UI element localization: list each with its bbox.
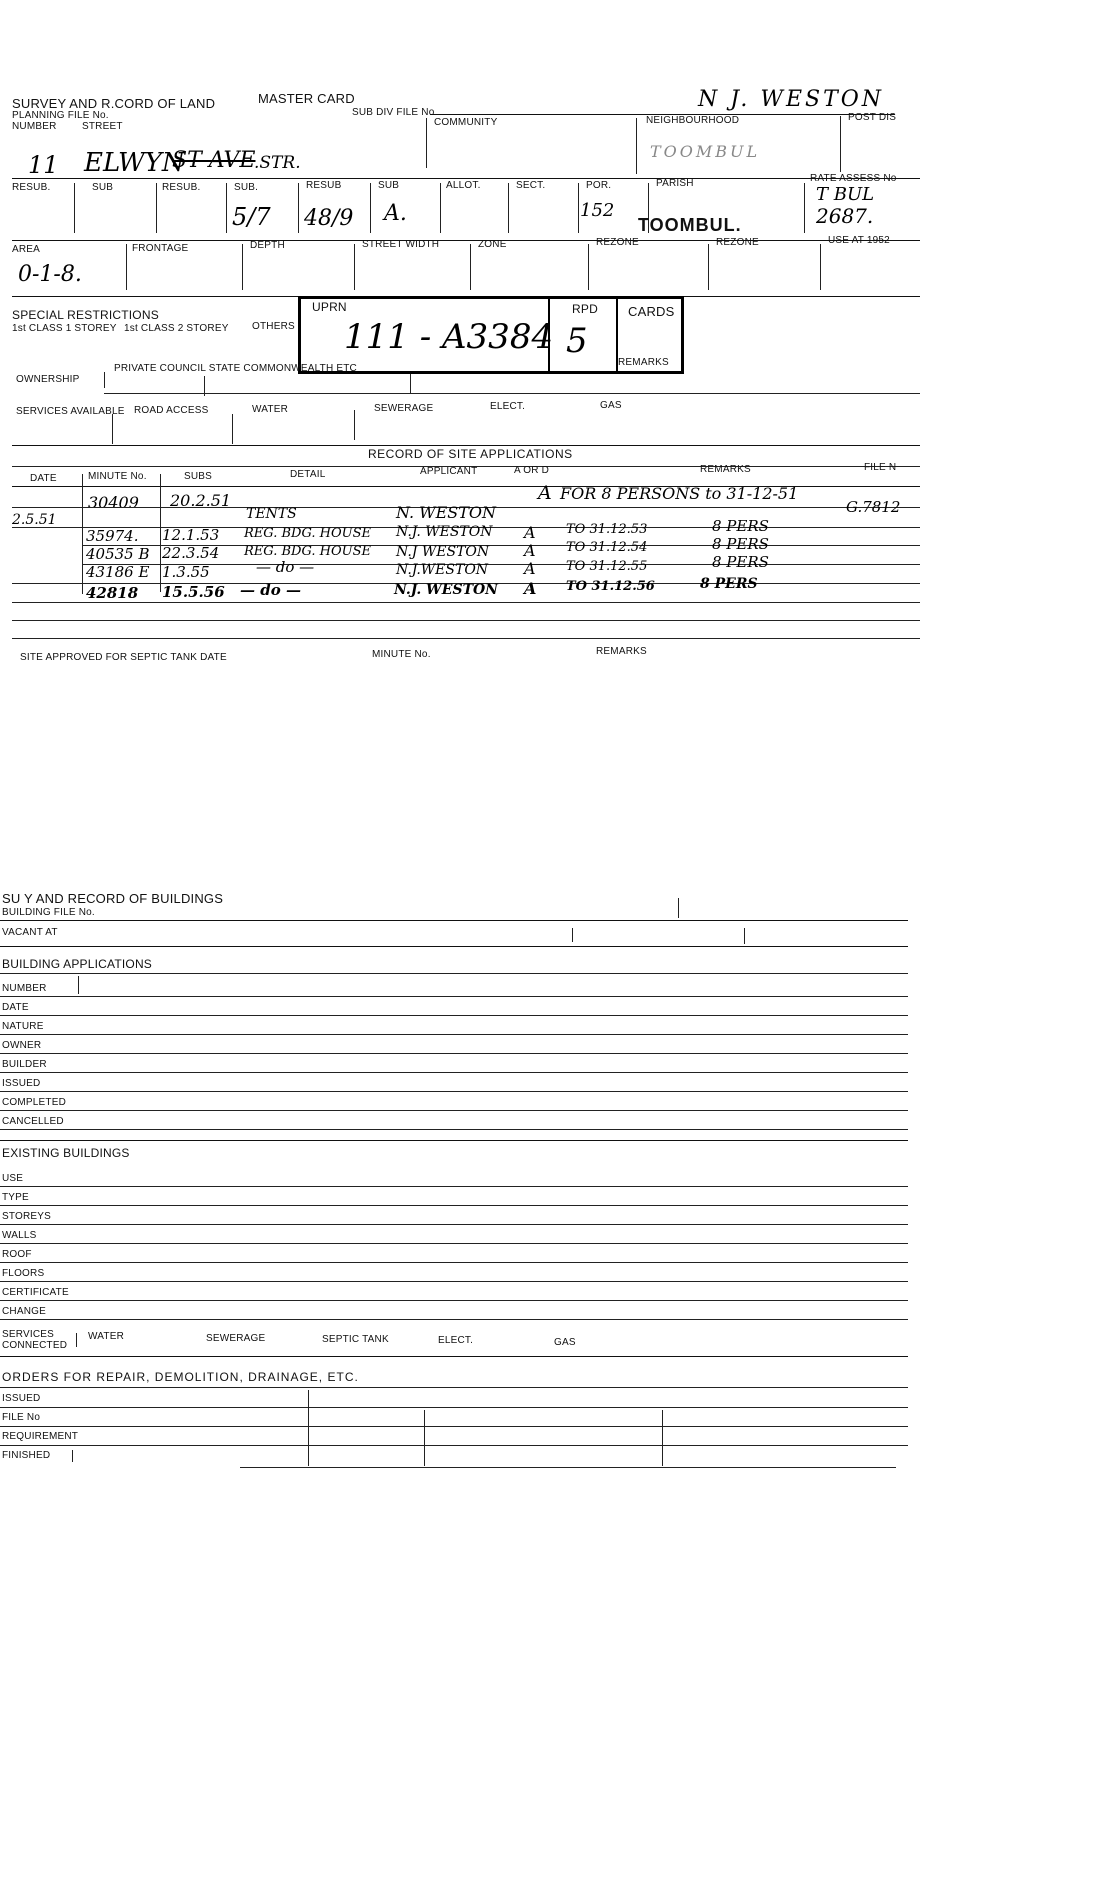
resub-value: 48/9: [304, 206, 354, 231]
rule: [0, 1072, 908, 1073]
divider: [636, 118, 637, 174]
app-row-number: NUMBER: [2, 983, 47, 994]
col-detail: DETAIL: [290, 469, 326, 480]
rule: [12, 602, 920, 603]
col-aord: A OR D: [514, 465, 550, 476]
col-applicant: APPLICANT: [420, 466, 478, 477]
resub3-label: RESUB: [306, 180, 342, 191]
rule: [0, 1015, 908, 1016]
row2-date: 2.5.51: [12, 512, 57, 528]
rule: [0, 1281, 908, 1282]
elect-label: ELECT.: [490, 401, 526, 412]
divider: [508, 183, 509, 233]
resub2-label: RESUB.: [162, 182, 201, 193]
row3-subs: 12.1.53: [162, 526, 220, 544]
gas-label: GAS: [600, 400, 622, 411]
sub-value: 5/7: [232, 203, 271, 231]
sub-letter-value: A.: [384, 201, 407, 226]
divider: [820, 244, 821, 290]
col-date: DATE: [30, 473, 57, 484]
row1-remarks: FOR 8 PERSONS to 31-12-51: [560, 484, 799, 503]
row6-file: 8 PERS: [700, 576, 758, 592]
services-connected-label-1: SERVICES: [2, 1329, 54, 1340]
rate-assess-value-1: T BUL: [816, 184, 875, 205]
class2-label: 1st CLASS 2 STOREY: [124, 323, 229, 334]
neighbourhood-value: TOOMBUL: [650, 142, 761, 161]
svc-water: WATER: [88, 1331, 124, 1342]
row5-minute: 43186 E: [86, 563, 150, 581]
community-label: COMMUNITY: [434, 117, 498, 128]
rule: [0, 1140, 908, 1141]
divider: [424, 1410, 425, 1466]
ex-row-roof: ROOF: [2, 1249, 32, 1260]
rule: [104, 393, 920, 394]
order-row-requirement: REQUIREMENT: [2, 1431, 79, 1442]
sub-label: SUB: [92, 182, 114, 193]
row1-subs: 20.2.51: [170, 491, 232, 510]
existing-buildings-title: EXISTING BUILDINGS: [2, 1146, 130, 1160]
divider: [426, 118, 427, 168]
row6-subs: 15.5.56: [162, 583, 225, 601]
rule: [0, 1091, 908, 1092]
street-value: ELWYN: [84, 148, 185, 178]
svc-sewerage: SEWERAGE: [206, 1333, 266, 1344]
owner-handwritten: N J. WESTON: [698, 87, 885, 112]
frontage-label: FRONTAGE: [132, 243, 189, 254]
row5-aord: A: [524, 559, 536, 578]
divider: [370, 183, 371, 233]
rule: [0, 1407, 908, 1408]
app-row-cancelled: CANCELLED: [2, 1116, 64, 1127]
parish-label: PARISH: [656, 178, 694, 189]
others-label: OTHERS: [252, 321, 295, 332]
divider: [588, 244, 589, 290]
row3-minute: 35974.: [86, 527, 139, 545]
divider: [298, 183, 299, 233]
row6-aord: A: [524, 579, 537, 598]
rule: [0, 1262, 908, 1263]
divider: [840, 116, 841, 172]
use-at-label: USE AT 1952: [828, 235, 890, 246]
rule: [12, 620, 920, 621]
zone-label: ZONE: [478, 239, 507, 250]
order-row-issued: ISSUED: [2, 1393, 41, 1404]
rule: [0, 920, 908, 921]
divider: [744, 928, 745, 944]
col-minute: MINUTE No.: [88, 471, 147, 482]
rate-assess-label: RATE ASSESS No: [810, 173, 897, 184]
site-applications-title: RECORD OF SITE APPLICATIONS: [368, 447, 573, 461]
uprn-value: 111 - A3384: [344, 317, 554, 357]
row6-detail: — do —: [240, 581, 301, 599]
col-remarks: REMARKS: [700, 464, 751, 475]
row5-applicant: N.J.WESTON: [396, 562, 489, 578]
svc-gas: GAS: [554, 1337, 576, 1348]
row4-minute: 40535 B: [86, 545, 150, 563]
rpd-label: RPD: [572, 302, 598, 316]
divider: [678, 898, 679, 918]
divider: [104, 372, 105, 388]
sect-label: SECT.: [516, 180, 546, 191]
divider: [160, 474, 161, 592]
col-file: FILE N: [864, 462, 897, 473]
sub-div-file-label: SUB DIV FILE No: [352, 107, 435, 118]
rezone-label: REZONE: [596, 237, 639, 248]
divider: [72, 1450, 73, 1462]
number-value: 11: [28, 151, 59, 179]
row1-aord: A: [538, 482, 552, 504]
rule: [12, 638, 920, 639]
building-file-label: BUILDING FILE No.: [2, 907, 95, 918]
minute-no-label: MINUTE No.: [372, 649, 431, 660]
divider: [410, 374, 411, 394]
divider: [226, 183, 227, 233]
sewerage-label: SEWERAGE: [374, 403, 434, 414]
sub2-label: SUB.: [234, 182, 259, 193]
row2-file: G.7812: [846, 498, 901, 516]
row5-remarks: TO 31.12.55: [566, 559, 648, 574]
row4-subs: 22.3.54: [162, 544, 220, 562]
row3-remarks: TO 31.12.53: [566, 522, 648, 537]
uprn-remarks-label: REMARKS: [618, 357, 669, 368]
row1-minute: 30409: [88, 493, 139, 512]
svc-septic: SEPTIC TANK: [322, 1334, 389, 1345]
number-label: NUMBER: [12, 121, 57, 132]
water-label: WATER: [252, 404, 288, 415]
divider: [470, 244, 471, 290]
land-card-title: SURVEY AND R.CORD OF LAND: [12, 96, 216, 111]
app-row-builder: BUILDER: [2, 1059, 47, 1070]
ex-row-walls: WALLS: [2, 1230, 37, 1241]
resub-label: RESUB.: [12, 182, 51, 193]
parish-value: TOOMBUL.: [638, 215, 742, 235]
divider: [662, 1410, 663, 1466]
row3-aord: A: [524, 523, 536, 542]
street-label: STREET: [82, 121, 123, 132]
divider: [440, 183, 441, 233]
ex-row-floors: FLOORS: [2, 1268, 45, 1279]
row2-applicant: N. WESTON: [396, 503, 497, 522]
app-row-nature: NATURE: [2, 1021, 44, 1032]
ex-row-storeys: STOREYS: [2, 1211, 52, 1222]
services-connected-label-2: CONNECTED: [2, 1340, 68, 1351]
rule: [12, 445, 920, 446]
por-label: POR.: [586, 180, 612, 191]
rezone2-label: REZONE: [716, 237, 759, 248]
rule: [0, 946, 908, 947]
street-width-label: STREET WIDTH: [362, 239, 440, 250]
rule: [0, 1426, 908, 1427]
divider: [156, 183, 157, 233]
ex-row-change: CHANGE: [2, 1306, 46, 1317]
rule: [0, 973, 908, 974]
divider: [78, 976, 79, 994]
divider: [572, 928, 573, 942]
app-row-completed: COMPLETED: [2, 1097, 67, 1108]
neighbourhood-label: NEIGHBOURHOOD: [646, 115, 740, 126]
private-council-label: PRIVATE COUNCIL STATE COMMONWEALTH ETC: [114, 363, 357, 374]
ex-row-certificate: CERTIFICATE: [2, 1287, 69, 1298]
divider: [804, 183, 805, 233]
divider: [308, 1390, 309, 1466]
special-restrictions-label: SPECIAL RESTRICTIONS: [12, 308, 159, 322]
divider: [232, 414, 233, 444]
app-row-date: DATE: [2, 1002, 29, 1013]
ex-row-use: USE: [2, 1173, 24, 1184]
divider: [82, 474, 83, 594]
area-label: AREA: [12, 244, 41, 255]
rate-assess-value-2: 2687.: [816, 204, 874, 228]
divider: [76, 1333, 77, 1347]
class1-label: 1st CLASS 1 STOREY: [12, 323, 117, 334]
divider: [578, 183, 579, 233]
rule: [0, 1224, 908, 1225]
svc-elect: ELECT.: [438, 1335, 474, 1346]
depth-label: DEPTH: [250, 240, 285, 251]
row4-aord: A: [524, 541, 536, 560]
order-row-finished: FINISHED: [2, 1450, 51, 1461]
col-subs: SUBS: [184, 471, 213, 482]
street-struck-value: ST AVE: [172, 148, 256, 173]
row4-remarks: TO 31.12.54: [566, 540, 648, 555]
rpd-value: 5: [566, 321, 588, 361]
septic-label: SITE APPROVED FOR SEPTIC TANK DATE: [20, 652, 227, 663]
rule: [12, 240, 920, 241]
divider: [354, 410, 355, 440]
rule: [0, 1300, 908, 1301]
divider: [708, 244, 709, 290]
row2-detail: TENTS: [246, 506, 297, 522]
divider: [112, 414, 113, 444]
rule: [0, 1034, 908, 1035]
rule: [0, 1053, 908, 1054]
cards-label: CARDS: [628, 304, 675, 319]
app-row-issued: ISSUED: [2, 1078, 41, 1089]
post-dis-label: POST DIS: [848, 112, 897, 123]
building-applications-title: BUILDING APPLICATIONS: [2, 957, 153, 971]
divider: [242, 244, 243, 290]
uprn-label: UPRN: [312, 300, 347, 314]
rule: [0, 1129, 908, 1130]
buildings-card-title: SU Y AND RECORD OF BUILDINGS: [2, 891, 224, 906]
rule: [0, 1445, 908, 1446]
sub3-label: SUB: [378, 180, 400, 191]
row6-minute: 42818: [86, 584, 139, 602]
rule: [0, 996, 908, 997]
rule: [240, 1467, 896, 1468]
row5-subs: 1.3.55: [162, 563, 210, 581]
divider: [74, 183, 75, 233]
row4-applicant: N.J WESTON: [396, 544, 490, 560]
rule: [0, 1356, 908, 1357]
row3-applicant: N.J. WESTON: [396, 524, 493, 540]
rule: [0, 1387, 908, 1388]
ownership-label: OWNERSHIP: [16, 374, 80, 385]
order-row-file: FILE No: [2, 1412, 41, 1423]
row6-applicant: N.J. WESTON: [394, 582, 498, 598]
row3-file: 8 PERS: [712, 517, 769, 535]
row4-detail: REG. BDG. HOUSE: [244, 544, 371, 559]
row5-file: 8 PERS: [712, 553, 769, 571]
divider: [126, 244, 127, 290]
orders-title: ORDERS FOR REPAIR, DEMOLITION, DRAINAGE, ETC.: [2, 1370, 359, 1384]
row5-detail: — do —: [256, 558, 315, 576]
services-available-label: SERVICES AVAILABLE: [16, 406, 125, 417]
rule: [0, 1243, 908, 1244]
divider: [354, 244, 355, 290]
por-value: 152: [580, 200, 615, 221]
bottom-remarks-label: REMARKS: [596, 646, 647, 657]
rule: [0, 1205, 908, 1206]
app-row-owner: OWNER: [2, 1040, 42, 1051]
row3-detail: REG. BDG. HOUSE: [244, 526, 371, 541]
road-access-label: ROAD ACCESS: [134, 405, 209, 416]
rule: [0, 1319, 908, 1320]
planning-file-label: PLANNING FILE No.: [12, 110, 109, 121]
rule: [12, 178, 920, 179]
allot-label: ALLOT.: [446, 180, 481, 191]
vacant-at-label: VACANT AT: [2, 927, 58, 938]
ex-row-type: TYPE: [2, 1192, 29, 1203]
street-suffix-value: .STR.: [254, 153, 301, 173]
row4-file: 8 PERS: [712, 535, 769, 553]
rule: [0, 1186, 908, 1187]
rule: [0, 1110, 908, 1111]
area-value: 0-1-8.: [18, 262, 82, 287]
master-card-label: MASTER CARD: [258, 91, 355, 106]
row6-remarks: TO 31.12.56: [566, 579, 655, 594]
